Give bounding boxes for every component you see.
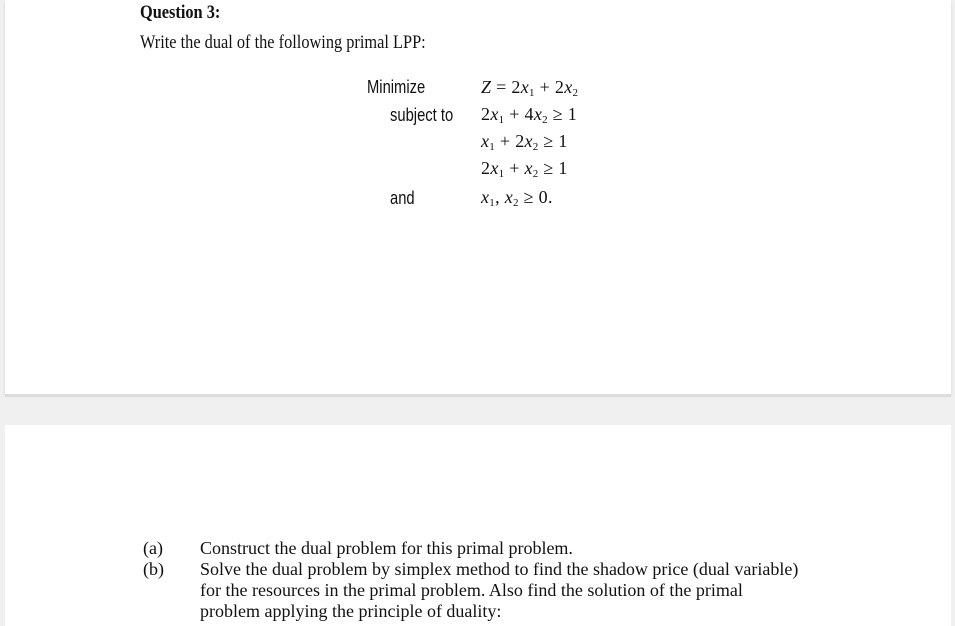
constraint-3: $2x_1 + x_2 \ge 1$ — [481, 158, 568, 180]
subquestion-b-text: Solve the dual problem by simplex method to find the shadow price (dual variable) for the resources in the primal problem. Also find the solution of the primal problem applying the principle of duality: — [200, 559, 799, 621]
subject-to-keyword: subject to — [390, 105, 454, 125]
subquestion-a-label: (a) — [143, 538, 163, 558]
minimize-keyword: Minimize — [367, 77, 426, 97]
constraint-1: $2x_1 + 4x_2 \ge 1$ — [481, 104, 578, 126]
panel-divider — [5, 394, 951, 397]
question-heading: Question 3: — [140, 2, 221, 23]
and-keyword: and — [390, 188, 415, 208]
question-panel — [5, 0, 951, 394]
subquestion-b-label: (b) — [143, 559, 164, 579]
nonnegativity-constraint: $x_1$, $x_2 \ge 0$. — [481, 187, 553, 209]
subquestion-a-text: Construct the dual problem for this primal problem. — [200, 538, 573, 558]
objective-function: $Z = 2x_1 + 2x_2$ — [481, 77, 579, 99]
constraint-2: $x_1 + 2x_2 \ge 1$ — [481, 131, 568, 153]
question-intro: Write the dual of the following primal LPP: — [140, 32, 426, 53]
